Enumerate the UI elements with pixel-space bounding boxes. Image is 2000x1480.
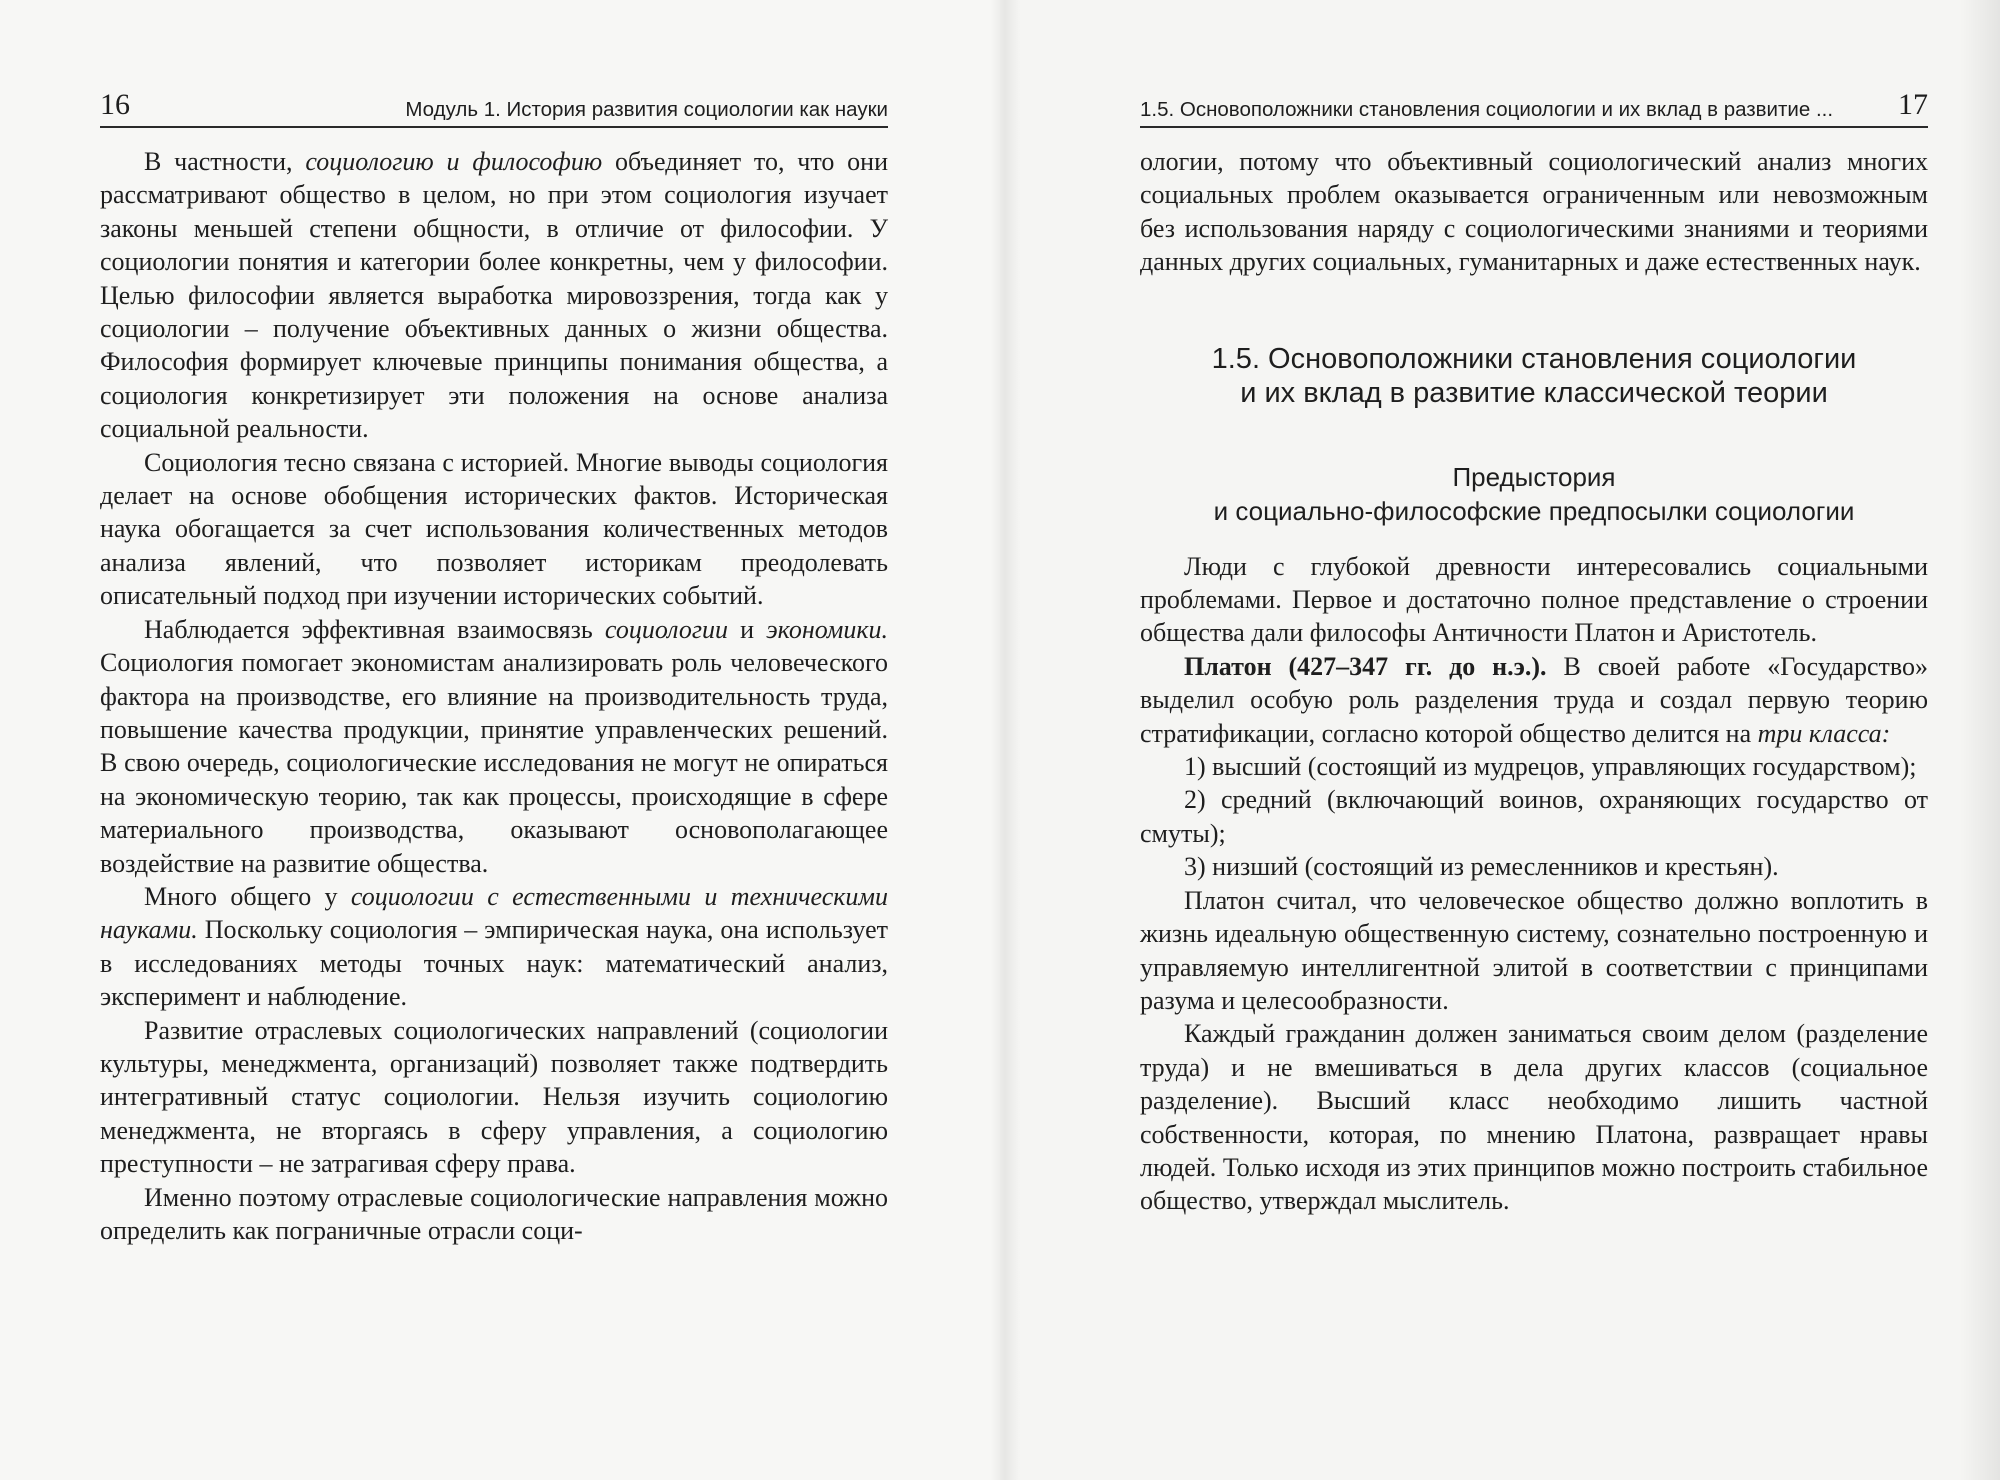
list-item: 2) средний (включающий воинов, охраняющих государство от смуты);: [1140, 785, 1928, 848]
paragraph: [1140, 650, 1928, 750]
paragraph: [100, 880, 888, 1014]
italic-term: социологии: [604, 614, 728, 644]
text-run: Наблюдается эффективная взаимосвязь: [144, 614, 605, 644]
text-run: Много общего у: [144, 881, 351, 911]
paragraph: [100, 613, 888, 880]
subsection-title: [1140, 460, 1928, 528]
subsection-title-line: Предыстория: [1452, 461, 1616, 492]
paragraph: Развитие отраслевых социологических направлений (социологии культуры, менеджмента, организаций) позволяет также подтвердить интегративный статус социологии. Нельзя изучить социологию менеджмента, не вторгаясь в сферу управления, а социологию преступности – не затрагивая сферу права.: [100, 1015, 888, 1179]
left-running-head: Модуль 1. История развития социологии как науки: [405, 97, 888, 121]
list-item: 1) высший (состоящий из мудрецов, управляющих государством);: [1184, 752, 1917, 782]
text-run: В частности,: [144, 147, 306, 176]
text-run: В своей работе «Государство» выделил особую роль разделения труда и создал первую теорию стратификации, согласно которой общество делится на: [1140, 651, 1928, 748]
right-page-number: 17: [1898, 88, 1928, 121]
italic-term: социологии с естественными и техническими науками.: [100, 881, 888, 945]
section-title: [1140, 342, 1928, 410]
subsection-title-line: и социально-философские предпосылки социологии: [1213, 495, 1855, 526]
italic-term: социологию и философию: [305, 147, 603, 176]
continued-paragraph: ологии, потому что объективный социологический анализ многих социальных проблем оказывается ограниченным или невозможным без использования наряду с социологическими знаниями и теориями данных других социальных, гуманитарных и даже естественных наук.: [1140, 147, 1928, 277]
paragraph: Каждый гражданин должен заниматься своим делом (разделение труда) и не вмешиваться в дела других классов (социальное разделение). Высший класс необходимо лишить частной собственности, которая, по мнению Платона, развращает нравы людей. Только исходя из этих принципов можно построить стабильное общество, утверждал мыслитель.: [1140, 1019, 1928, 1216]
right-page-header: [1140, 80, 1928, 128]
text-run: объединяет то, что они рассматривают общество в целом, но при этом социология изучает законы меньшей степени общности, в отличие от философии. У социологии понятия и категории более конкретны, чем у философии. Целью философии является выработка мировоззрения, тогда как у социологии – получение объективных данных о жизни общества. Философия формирует ключевые принципы понимания общества, а социология конкретизирует эти положения на основе анализа социальной реальности.: [100, 147, 888, 444]
text-run: Поскольку социология – эмпирическая наука, она использует в исследованиях методы точных наук: математический анализ, эксперимент и наблюдение.: [100, 915, 888, 1012]
paragraph: Именно поэтому отраслевые социологические направления можно определить как пограничные отрасли соци-: [100, 1182, 888, 1245]
page-edge-shadow: [1960, 0, 2000, 1480]
paragraph: Люди с глубокой древности интересовались социальными проблемами. Первое и достаточно полное представление о строении общества дали философы Античности Платон и Аристотель.: [1140, 551, 1928, 648]
right-page: [1000, 0, 2000, 1480]
right-running-head: 1.5. Основоположники становления социологии и их вклад в развитие ...: [1140, 97, 1834, 121]
paragraph: Социология тесно связана с историей. Многие выводы социология делает на основе обобщения исторических фактов. Историческая наука обогащается за счет использования количественных методов анализа явлений, что позволяет историкам преодолевать описательный подход при изучении исторических событий.: [100, 447, 888, 611]
text-run: Социология помогает экономистам анализировать роль человеческого фактора на производстве, его влияние на производительность труда, повышение качества продукции, принятие управленческих решений. В свою очередь, социологические исследования не могут не опираться на экономическую теорию, так как процессы, происходящие в сфере материального производства, оказывают основополагающее воздействие на развитие общества.: [100, 648, 888, 878]
left-page-header: [100, 80, 888, 128]
right-page-body: [1140, 145, 1928, 1218]
bold-heading-run: Платон (427–347 гг. до н.э.).: [1184, 651, 1547, 681]
paragraph: Платон считал, что человеческое общество должно воплотить в жизнь идеальную общественную систему, сознательно построенную и управляемую интеллигентной элитой в соответствии с принципами разума и целесообразности.: [1140, 885, 1928, 1015]
left-page-body: [100, 145, 888, 1247]
paragraph: [100, 145, 888, 446]
list-item: 3) низший (состоящий из ремесленников и крестьян).: [1184, 852, 1779, 882]
italic-term: три класса:: [1757, 718, 1891, 748]
left-page-number: 16: [100, 88, 130, 121]
section-title-line: и их вклад в развитие классической теории: [1240, 376, 1828, 409]
book-gutter-shadow: [990, 0, 1020, 1480]
text-run: и: [727, 614, 767, 644]
section-title-line: 1.5. Основоположники становления социологии: [1211, 342, 1857, 375]
italic-term: экономики.: [766, 614, 888, 644]
